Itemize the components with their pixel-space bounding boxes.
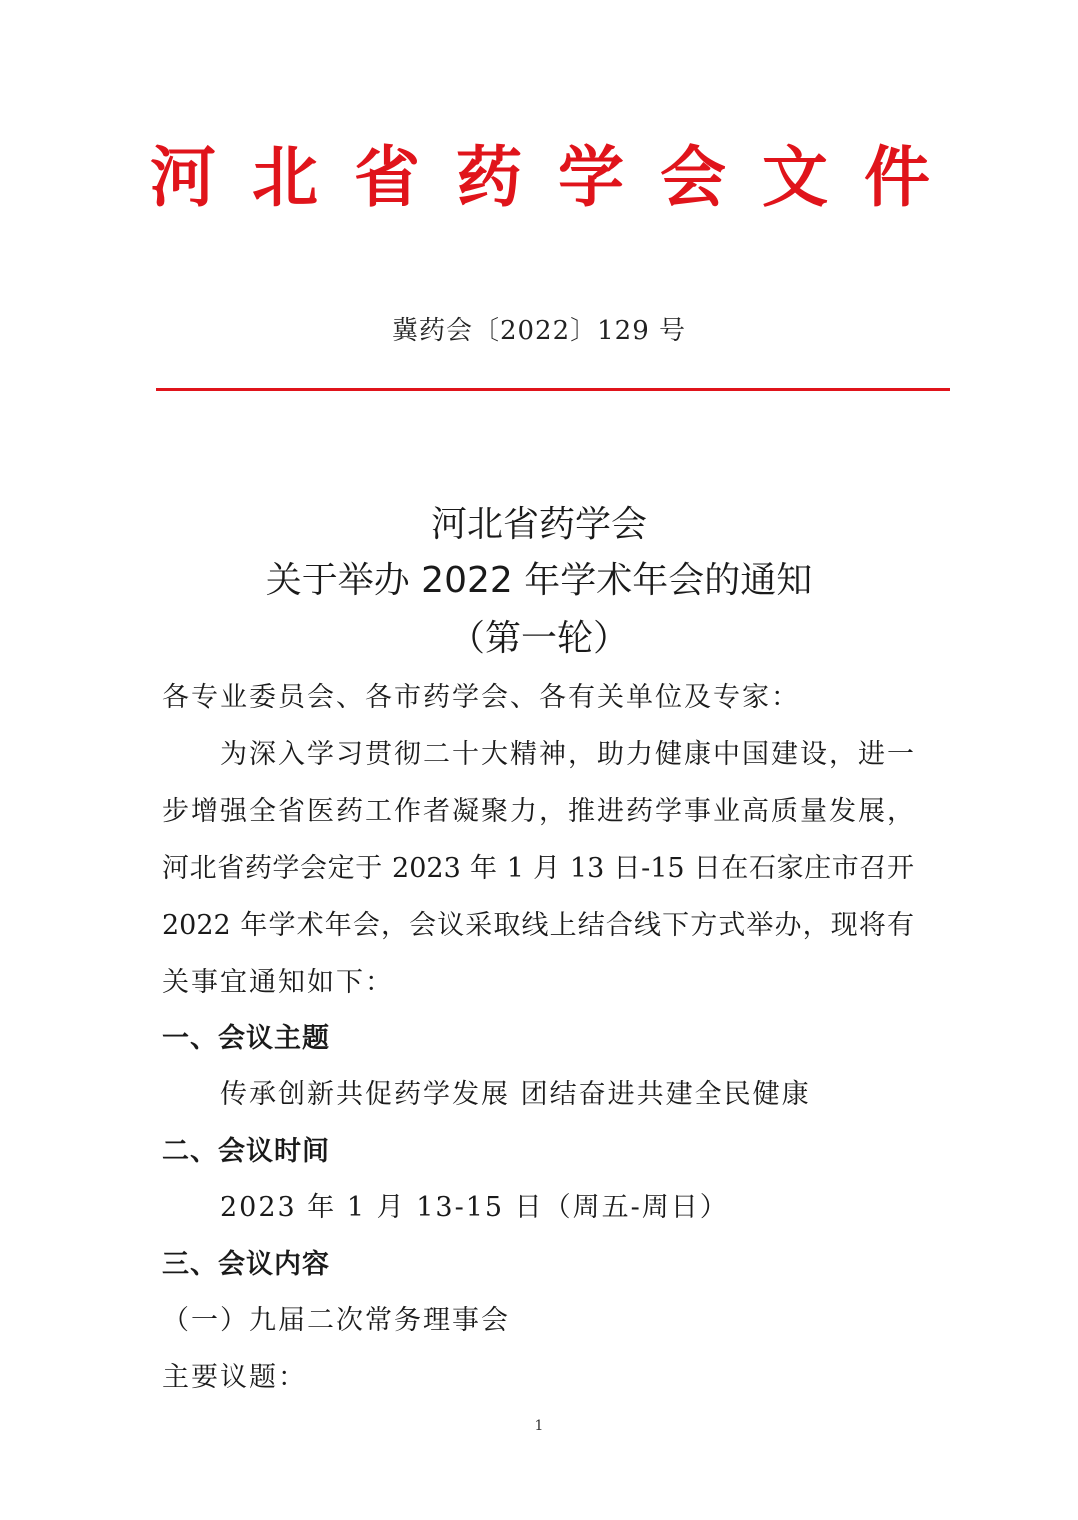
- section-text: 2023 年 1 月 13-15 日（周五-周日）: [220, 1192, 729, 1223]
- paragraph-line: 步增强全省医药工作者凝聚力，推进药学事业高质量发展，: [162, 796, 914, 827]
- letterhead-char: 河: [150, 139, 216, 216]
- red-divider: [156, 388, 950, 391]
- paragraph-line: 为深入学习贯彻二十大精神，助力健康中国建设，进一: [220, 739, 914, 770]
- section-text: 主要议题：: [162, 1362, 307, 1393]
- page-number: 1: [534, 1418, 544, 1434]
- document-number: 冀药会〔2022〕129 号: [391, 316, 687, 346]
- subsection-heading: （一）九届二次常务理事会: [162, 1305, 510, 1336]
- section-heading: 三、会议内容: [162, 1249, 330, 1280]
- letterhead-char: 文: [762, 139, 828, 216]
- notice-title-line3: （第一轮）: [448, 618, 629, 659]
- letterhead-title: [150, 128, 930, 228]
- letterhead-char: 件: [864, 139, 930, 216]
- letterhead-char: 学: [558, 139, 624, 216]
- letterhead-char: 北: [252, 139, 318, 216]
- section-heading: 一、会议主题: [162, 1023, 330, 1054]
- letterhead-char: 会: [660, 139, 726, 216]
- section-text: 传承创新共促药学发展 团结奋进共建全民健康: [220, 1079, 811, 1110]
- section-heading: 二、会议时间: [162, 1136, 330, 1167]
- paragraph-line: 河北省药学会定于 2023 年 1 月 13 日-15 日在石家庄市召开: [162, 853, 914, 884]
- paragraph-line: 关事宜通知如下：: [162, 967, 394, 998]
- letterhead-char: 省: [354, 139, 420, 216]
- letterhead-char: 药: [456, 139, 522, 216]
- notice-title-line1: 河北省药学会: [430, 504, 647, 545]
- notice-title-line2: 关于举办 2022 年学术年会的通知: [265, 560, 813, 601]
- paragraph-line: 2022 年学术年会，会议采取线上结合线下方式举办，现将有: [162, 910, 914, 941]
- salutation: 各专业委员会、各市药学会、各有关单位及专家：: [162, 682, 800, 713]
